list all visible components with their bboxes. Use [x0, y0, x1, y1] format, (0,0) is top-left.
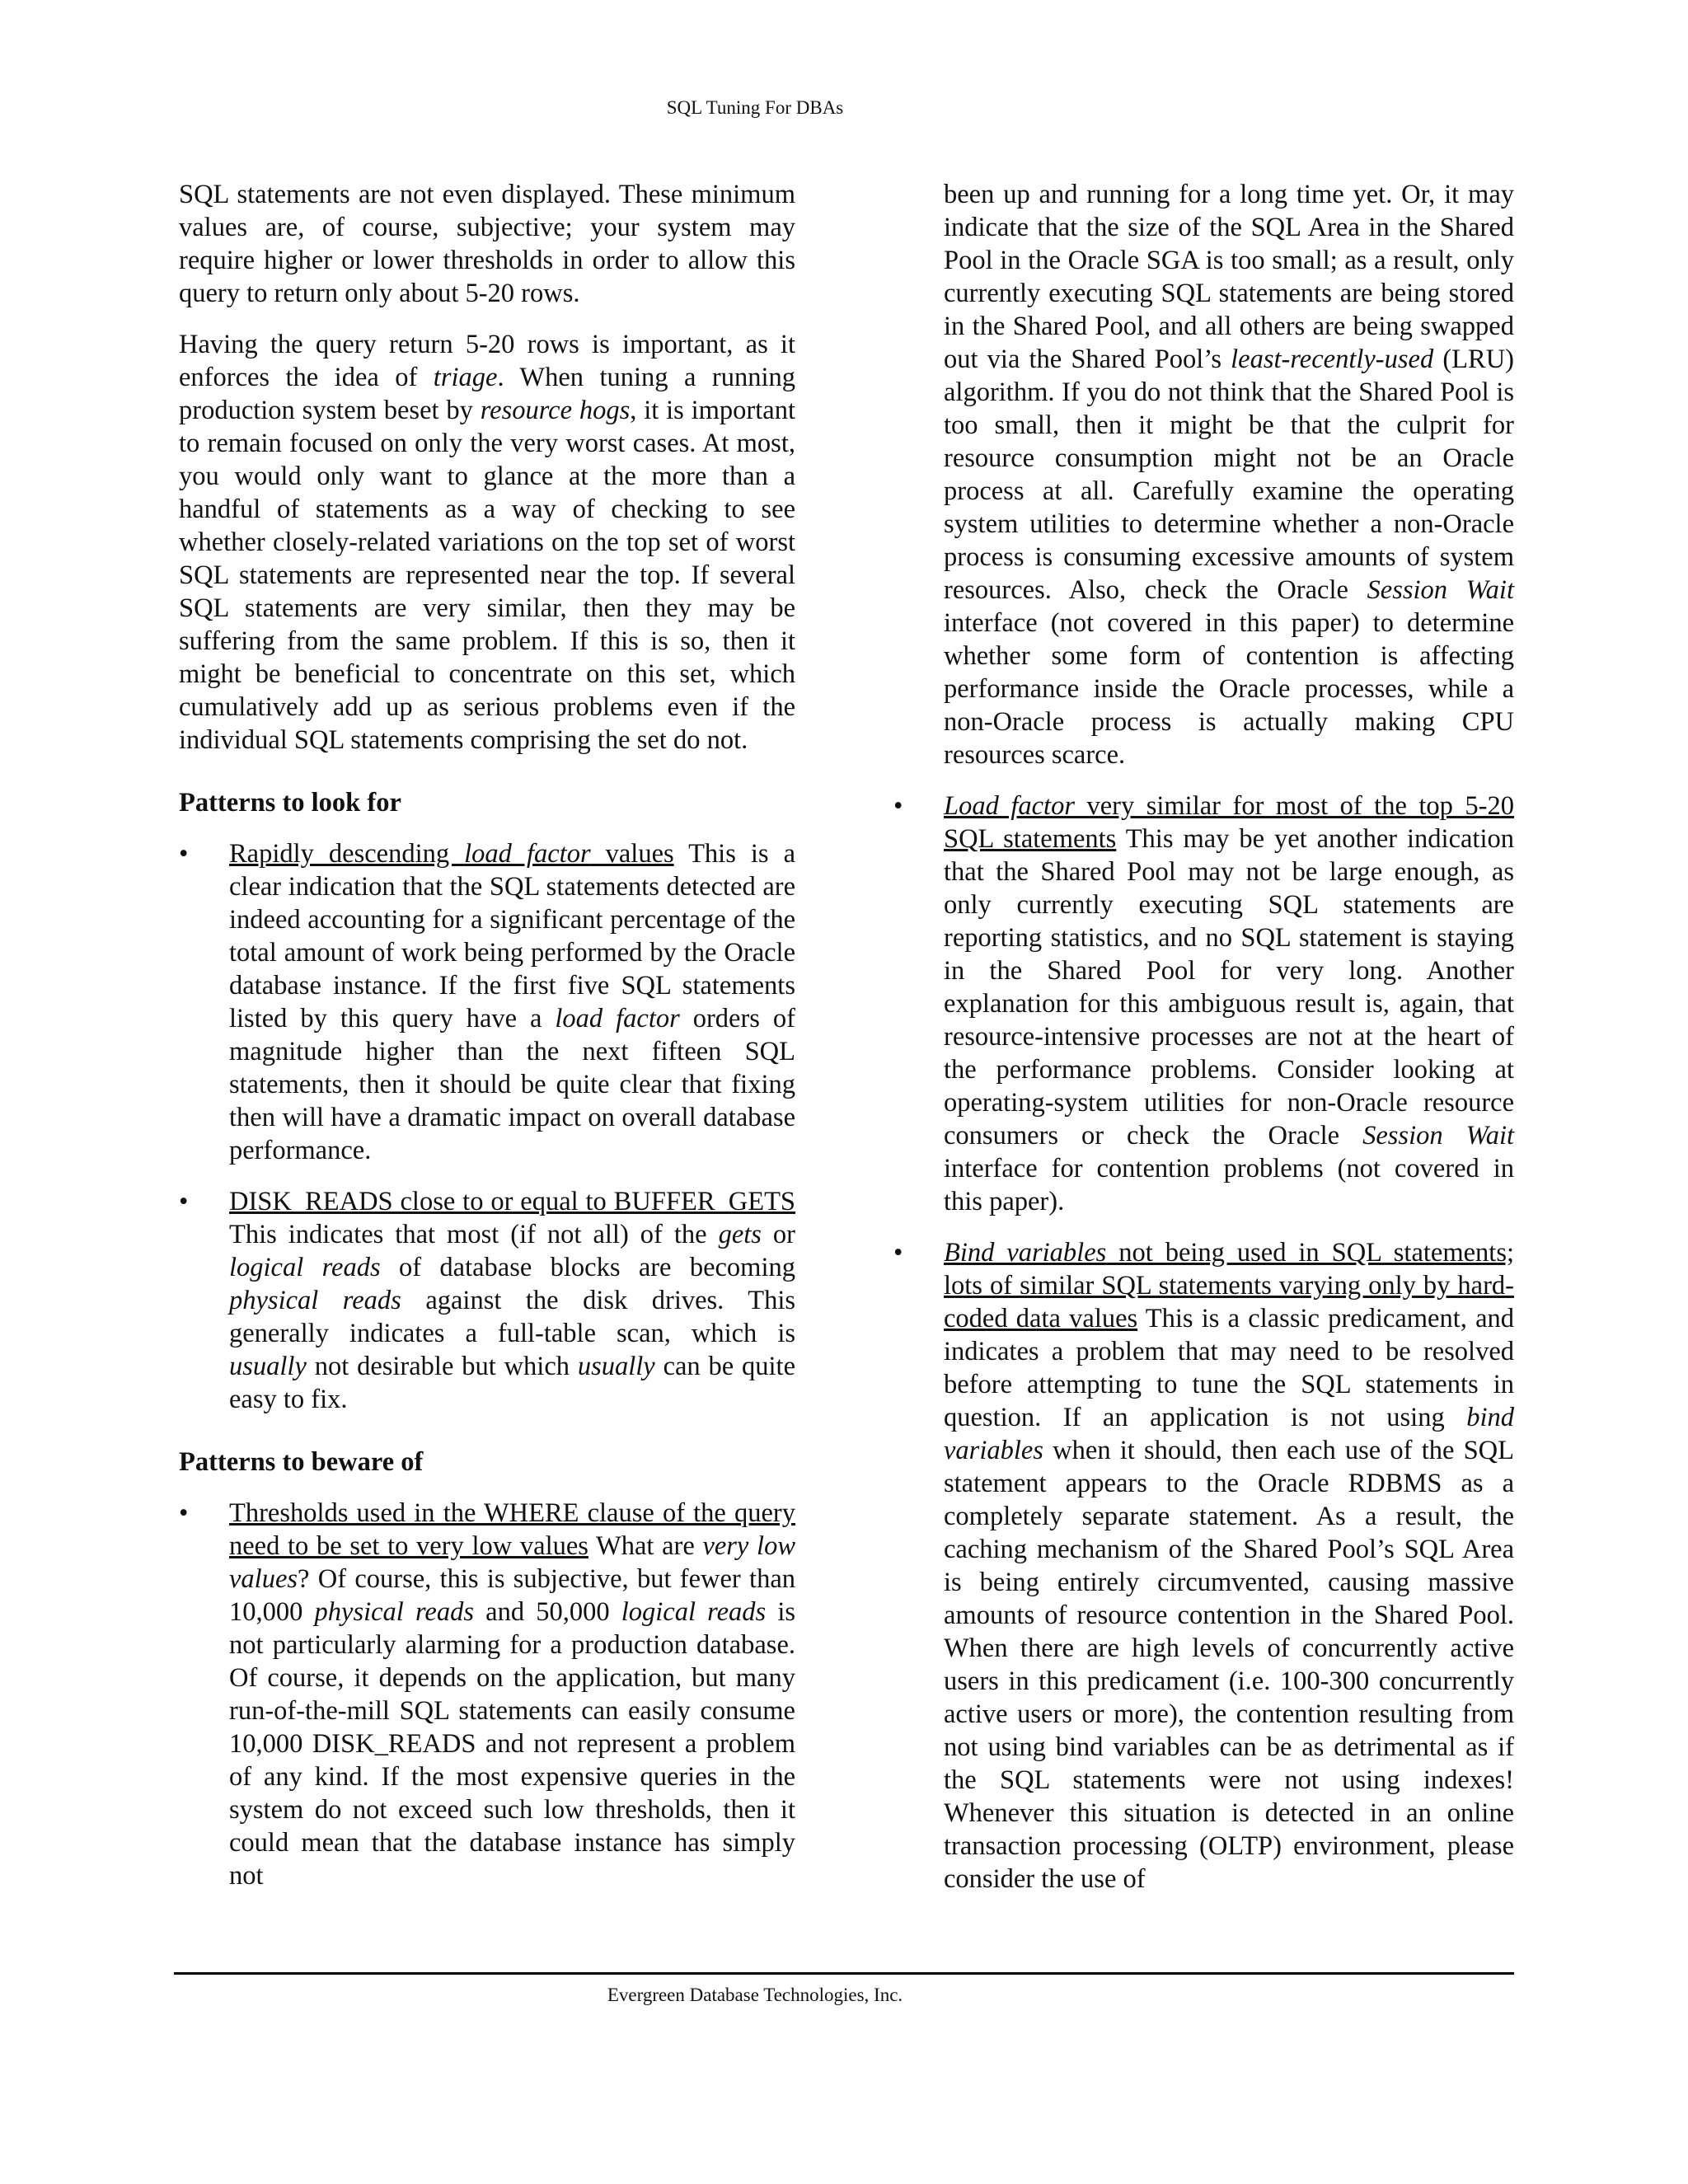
paragraph — [179, 328, 795, 757]
item-title: very similar for most of the top 5-20 SQL statements — [944, 791, 1514, 854]
section-heading: Patterns to look for — [179, 788, 401, 818]
text-run: very low values — [229, 1531, 795, 1594]
text-run: load factor — [555, 1004, 680, 1033]
text-run: interface for contention problems (not covered in this paper). — [944, 1154, 1514, 1216]
text-run: or — [761, 1220, 795, 1249]
bullet-icon: • — [179, 839, 189, 869]
text-run: This indicates that most (if not all) of the — [229, 1220, 719, 1249]
bullet-icon: • — [893, 791, 903, 821]
bullet-list — [179, 1497, 795, 1892]
bullet-icon: • — [179, 1498, 189, 1528]
text-run: What are — [588, 1531, 703, 1561]
text-run: when it should, then each use of the SQL statement appears to the Oracle RDBMS as a completely separate statement. As a result, the caching mechanism of the Shared Pool’s SQL Area is being entirely circumvented, causing massive amounts of resource contention in the Shared Pool. When there are high levels of concurrently active users in this predicament (i.e. 100-300 concurrently active users or more), the contention resulting from not using bind variables can be as detrimental as if the SQL statements were not using indexes! Whenever this situation is detected in an online transaction processing (OLTP) environment, please consider the use of — [944, 1436, 1514, 1894]
text-run: This is a classic predicament, and indicates a problem that may need to be resolved before attempting to tune the SQL statements in question. If an application is not using — [944, 1304, 1514, 1432]
text-run: This is a clear indication that the SQL statements detected are indeed accounting for a significant percentage of the total amount of work being performed by the Oracle database instance. If the first five SQL statements listed by this query have a — [229, 839, 795, 1033]
paragraph — [944, 178, 1514, 771]
text-run: physical reads — [229, 1286, 401, 1315]
text-run: interface (not covered in this paper) to determine whether some form of contention is affecting performance inside the Oracle processes, while a non-Oracle process is actually making CPU resources scarce. — [944, 608, 1514, 770]
item-title: load factor — [464, 839, 591, 869]
section-heading: Patterns to beware of — [179, 1447, 424, 1477]
text-run: against the disk drives. This generally indicates a full-table scan, which is — [229, 1286, 795, 1348]
text-run: is not particularly alarming for a production database. Of course, it depends on the application, but many run-of-the-mill SQL statements can easily consume 10,000 DISK_READS and not represent a problem of any kind. If the most expensive queries in the system do not exceed such low thresholds, then it could mean that the database instance has simply not — [229, 1597, 796, 1891]
list-item — [179, 1185, 795, 1416]
text-run: , it is important to remain focused on only the very worst cases. At most, you would only want to glance at the more than a handful of statements as a way of checking to see whether closely-related variations on the top set of worst SQL statements are represented near the top. If several SQL statements are very similar, then they may be suffering from the same problem. If this is so, then it might be beneficial to concentrate on this set, which cumulatively add up as serious problems even if the individual SQL statements comprising the set do not. — [179, 396, 795, 755]
text-run: usually — [577, 1352, 655, 1381]
text-run: physical reads — [314, 1597, 474, 1627]
text-run: and 50,000 — [474, 1597, 621, 1627]
right-column — [893, 178, 1514, 1914]
text-run: . When tuning a running production system beset by — [179, 363, 795, 425]
item-title: DISK_READS close to or equal to BUFFER_GETS — [229, 1187, 795, 1216]
bullet-icon: • — [179, 1187, 189, 1216]
list-item — [179, 1497, 795, 1892]
item-title: Thresholds used in the WHERE clause of the query need to be set to very low values — [229, 1498, 795, 1561]
paragraph: SQL statements are not even displayed. These minimum values are, of course, subjective; your system may require higher or lower thresholds in order to allow this query to return only about 5-20 rows. — [179, 180, 795, 308]
text-run: usually — [229, 1352, 307, 1381]
bullet-list — [893, 790, 1514, 1896]
text-run: Session Wait — [1362, 1121, 1514, 1151]
list-item — [179, 837, 795, 1167]
text-run: can be quite easy to fix. — [229, 1352, 795, 1414]
text-run: logical reads — [621, 1597, 767, 1627]
page-footer: Evergreen Database Technologies, Inc. — [607, 1985, 903, 2005]
list-item — [893, 790, 1514, 1218]
item-title: values — [590, 839, 674, 869]
text-run: bind variables — [944, 1403, 1514, 1465]
text-run: ? Of course, this is subjective, but fewer than 10,000 — [229, 1564, 795, 1627]
text-run: triage — [433, 363, 498, 392]
page-header: SQL Tuning For DBAs — [666, 97, 844, 118]
text-run: This may be yet another indication that the Shared Pool may not be large enough, as only currently executing SQL statements are reporting statistics, and no SQL statement is staying in the Shared Pool for very long. Another explanation for this ambiguous result is, again, that resource-intensive processes are not at the heart of the performance problems. Consider looking at operating-system utilities for non-Oracle resource consumers or check the Oracle — [944, 824, 1514, 1151]
text-run: of database blocks are becoming — [380, 1253, 795, 1282]
item-title: not being used in SQL statements; lots of similar SQL statements varying only by hard-coded data values — [944, 1238, 1514, 1333]
text-run: resource hogs — [480, 396, 631, 425]
item-title: Load factor — [944, 791, 1075, 821]
text-run: Session Wait — [1367, 575, 1514, 605]
text-run: (LRU) algorithm. If you do not think that the Shared Pool is too small, then it might be that the culprit for resource consumption might not be an Oracle process at all. Carefully examine the operating system utilities to determine whether a non-Oracle process is consuming excessive amounts of system resources. Also, check the Oracle — [944, 344, 1514, 605]
list-item — [893, 1236, 1514, 1896]
text-run: orders of magnitude higher than the next fifteen SQL statements, then it should be quite clear that fixing then will have a dramatic impact on overall database performance. — [229, 1004, 795, 1165]
text-run: least-recently-used — [1231, 344, 1434, 374]
bullet-icon: • — [893, 1238, 903, 1268]
left-column — [179, 178, 795, 1910]
item-title: Rapidly descending — [229, 839, 465, 869]
text-run: Having the query return 5-20 rows is important, as it enforces the idea of — [179, 330, 795, 392]
text-run: not desirable but which — [306, 1352, 578, 1381]
bullet-list — [179, 837, 795, 1416]
text-run: gets — [718, 1220, 762, 1249]
footer-rule — [174, 1972, 1514, 1975]
text-run: been up and running for a long time yet. Or, it may indicate that the size of the SQL Area in the Shared Pool in the Oracle SGA is too small; as a result, only currently executing SQL statements are being stored in the Shared Pool, and all others are being swapped out via the Shared Pool’s — [944, 180, 1514, 374]
item-title: Bind variables — [944, 1238, 1107, 1268]
text-run: logical reads — [229, 1253, 381, 1282]
